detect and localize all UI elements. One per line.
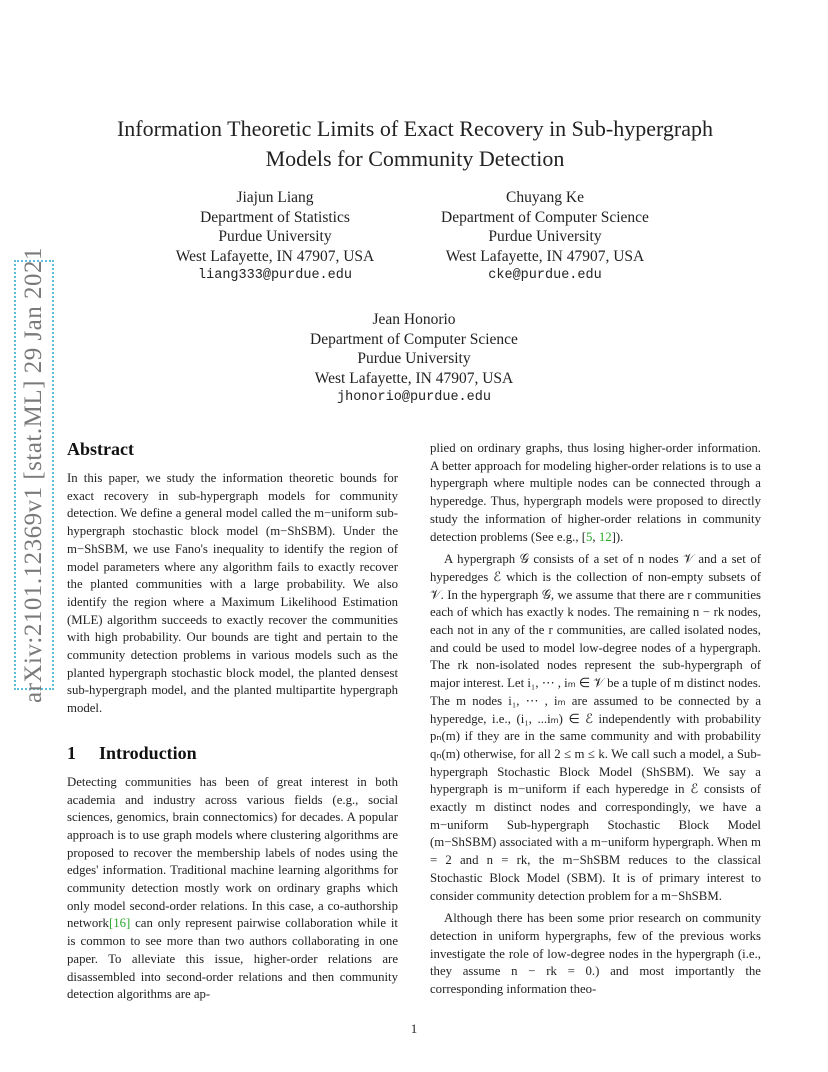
- author-address: West Lafayette, IN 47907, USA: [445, 247, 645, 265]
- author-address: West Lafayette, IN 47907, USA: [175, 247, 375, 265]
- left-column: [67, 438, 398, 1004]
- author-block-2: [420, 188, 670, 286]
- intro-paragraph-1-continued: plied on ordinary graphs, thus losing higher-order information. A better approach for modeling higher-order relations is to use a hypergraph where multiple nodes can be connected through a hyperedge. Thus, hypergraph models were proposed to directly study the information of higher-order relations in community detection problems (See e.g., [5, 12]).: [430, 441, 761, 544]
- author-university: Purdue University: [488, 228, 602, 245]
- author-address: West Lafayette, IN 47907, USA: [314, 369, 514, 387]
- author-name: Chuyang Ke: [506, 189, 584, 206]
- section-number: 1: [67, 742, 76, 763]
- section-title: Introduction: [99, 742, 197, 763]
- right-column: [430, 440, 761, 999]
- author-email: cke@purdue.edu: [488, 268, 602, 283]
- intro-paragraph-3: Although there has been some prior research on community detection in uniform hypergraphs, few of the previous works investigate the role of low-degree nodes in the hypergraph (i.e., they assume n − rk = 0.) and most importantly the corresponding information theo-: [430, 911, 761, 997]
- author-email: jhonorio@purdue.edu: [337, 390, 491, 405]
- intro-p1-text-b: can only represent pairwise collaboration while it is common to see more than two authors collaborating in one paper. To alleviate this issue, higher-order relations are disassembled into second-order relations and then community detection algorithms are ap-: [67, 916, 398, 1002]
- intro-p1-text-a: Detecting communities has been of great interest in both academia and industry across various fields (e.g., social sciences, genomics, brain connectomics) for decades. A popular approach is to use graph models where clustering algorithms are proposed to recover the membership labels of nodes using the edges' information. Traditional machine learning algorithms for community detection mostly work on ordinary graphs which only model second-order relations. In this case, a co-authorship network: [67, 774, 398, 931]
- paper-title: [90, 114, 740, 174]
- author-name: Jean Honorio: [372, 311, 456, 328]
- citation-5[interactable]: 5: [586, 529, 593, 544]
- abstract-text: In this paper, we study the information theoretic bounds for exact recovery in sub-hypergraph models for community detection. We define a general model called the m−uniform sub-hypergraph stochastic block model (m−ShSBM). Under the m−ShSBM, we use Fano's inequality to identify the region of model parameters where any algorithm fails to exactly recover the planted communities with a large probability. We also identify the region where a Maximum Likelihood Estimation (MLE) algorithm succeeds to exactly recover the communities with high probability. Our bounds are tight and pertain to the community detection problems in various models such as the planted hypergraph stochastic block model, the planted densest sub-hypergraph model, and the planted multipartite hypergraph model.: [67, 471, 398, 716]
- author-block-3: [270, 310, 558, 408]
- author-name: Jiajun Liang: [236, 189, 314, 206]
- author-email: liang333@purdue.edu: [198, 268, 352, 283]
- citation-12[interactable]: 12: [598, 529, 612, 544]
- author-block-1: [155, 188, 395, 286]
- arxiv-stamp-box: [14, 246, 54, 704]
- introduction-heading: [67, 742, 398, 764]
- title-line-1: Information Theoretic Limits of Exact Recovery in Sub-hypergraph: [116, 116, 714, 141]
- author-university: Purdue University: [218, 228, 332, 245]
- author-department: Department of Computer Science: [310, 330, 518, 348]
- intro-paragraph-2: A hypergraph 𝒢 consists of a set of n nodes 𝒱 and a set of hyperedges ℰ which is the collection of non-empty subsets of 𝒱. In the hypergraph 𝒢, we assume that there are r communities each of which has exactly k nodes. The remaining n − rk nodes, each not in any of the r communities, are called isolated nodes, and could be used to model low-degree nodes of a hypergraph. The rk non-isolated nodes represent the sub-hypergraph of major interest. Let i₁, ⋯ , iₘ ∈ 𝒱 be a tuple of m distinct nodes. The m nodes i₁, ⋯ , iₘ are assumed to be connected by a hyperedge, i.e., (i₁, ...iₘ) ∈ ℰ independently with probability pₙ(m) if they are in the same community and with probability qₙ(m) otherwise, for all 2 ≤ m ≤ k. We call such a model, a Sub-hypergraph Stochastic Block Model (ShSBM). We say a hypergraph is m−uniform if each hyperedge in ℰ consists of exactly m distinct nodes and correspondingly, we have a m−uniform Sub-hypergraph Stochastic Block Model (m−ShSBM) associated with a m−uniform hypergraph. When m = 2 and n = rk, the m−ShSBM reduces to the classical Stochastic Block Model (SBM). It is of primary interest to consider community detection problem for a m−ShSBM.: [430, 552, 761, 903]
- arxiv-stamp: [14, 246, 54, 704]
- author-department: Department of Computer Science: [441, 208, 649, 226]
- arxiv-stamp-text: arXiv:2101.12369v1 [stat.ML] 29 Jan 2021: [20, 246, 47, 704]
- title-line-2: Models for Community Detection: [265, 146, 565, 171]
- intro-paragraph-1: [67, 774, 398, 1004]
- abstract-heading: Abstract: [67, 439, 134, 459]
- author-department: Department of Statistics: [200, 208, 350, 226]
- author-university: Purdue University: [357, 350, 471, 367]
- page-number: 1: [410, 1021, 418, 1036]
- citation-16[interactable]: [16]: [108, 916, 131, 931]
